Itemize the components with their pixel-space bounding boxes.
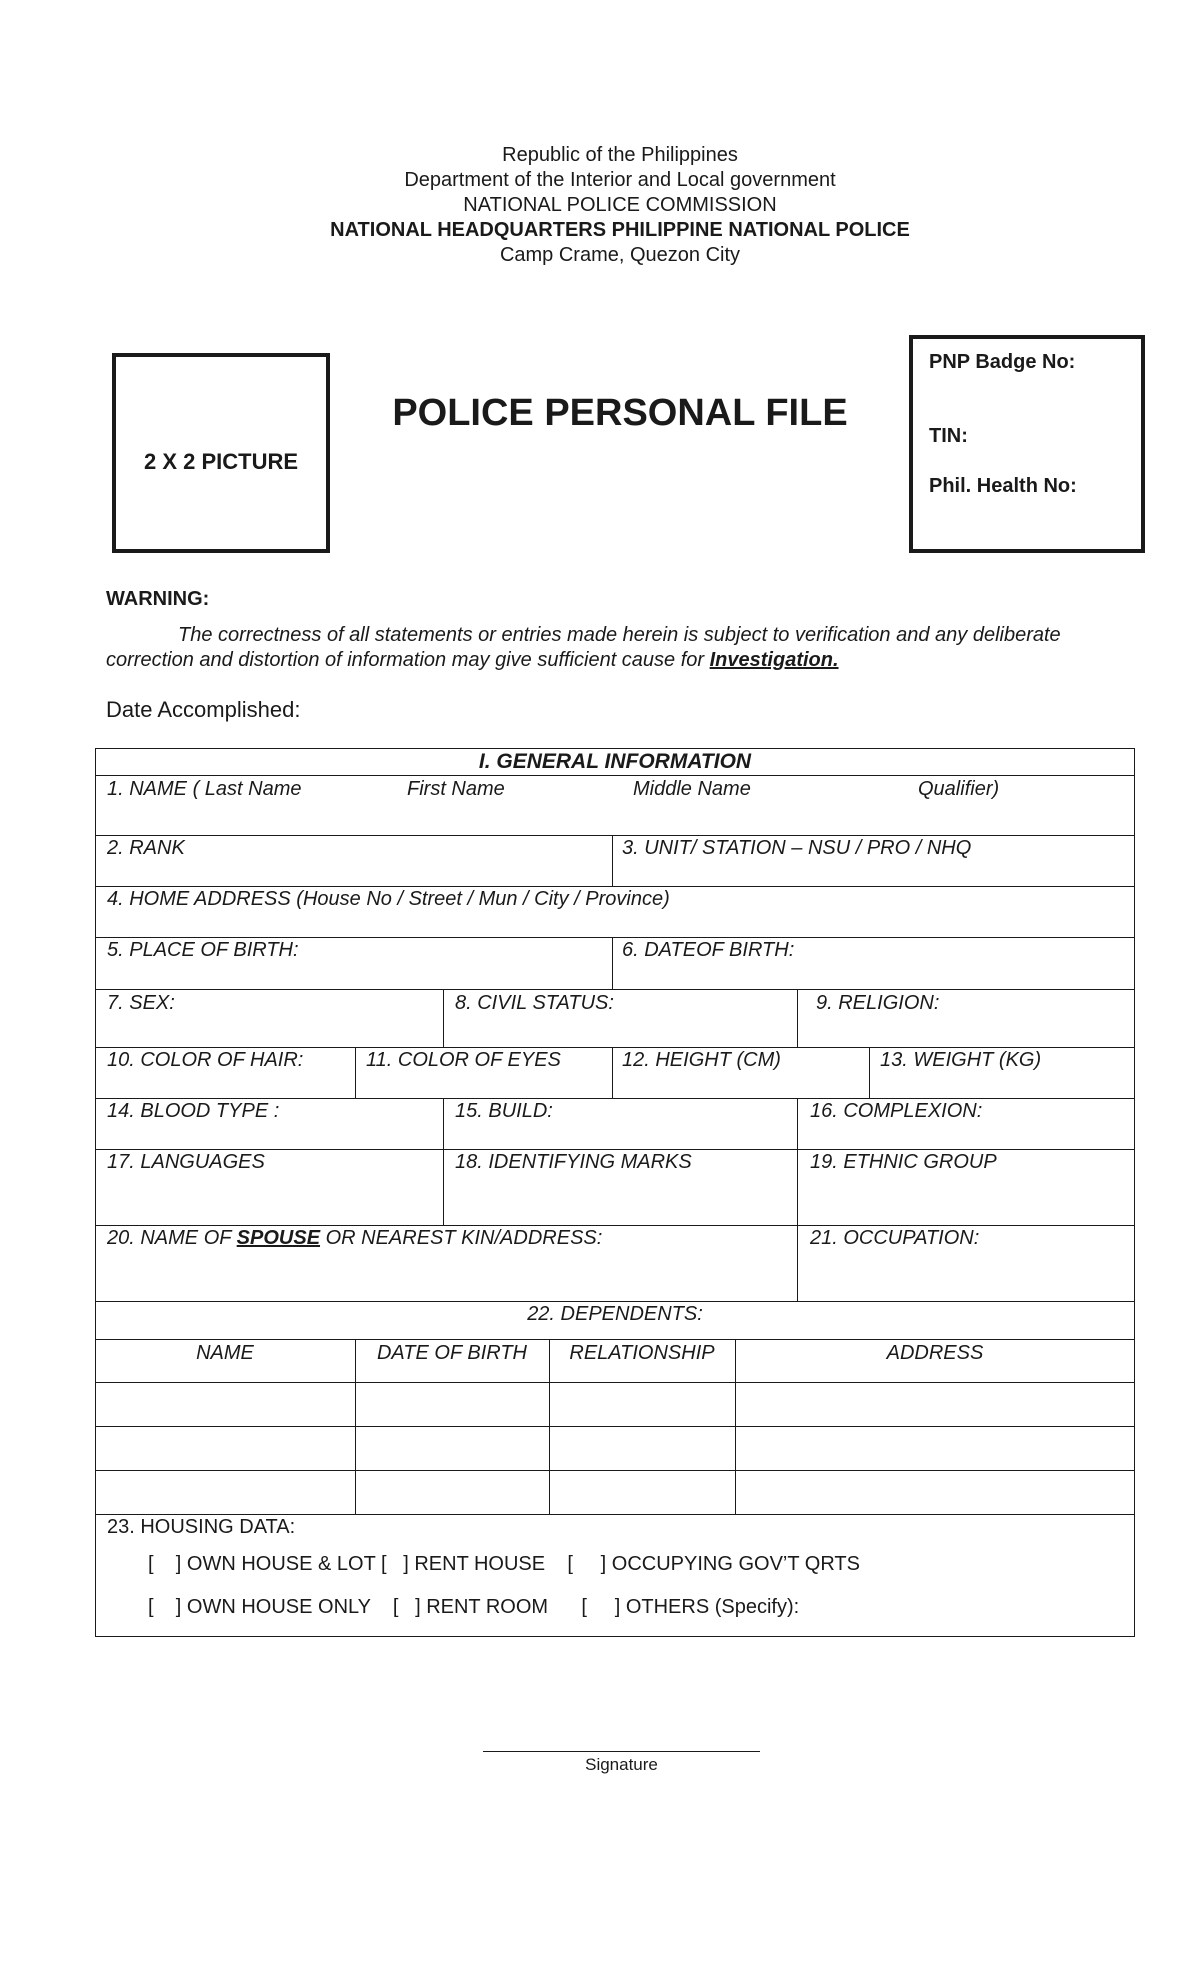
spouse-suffix: OR NEAREST KIN/ADDRESS: [320, 1227, 603, 1249]
field-weight[interactable]: 13. WEIGHT (KG) [880, 1049, 1042, 1071]
field-identifying-marks[interactable]: 18. IDENTIFYING MARKS [455, 1151, 692, 1173]
field-color-of-eyes[interactable]: 11. COLOR OF EYES [366, 1049, 561, 1071]
spouse-emphasis: SPOUSE [236, 1227, 321, 1249]
housing-options-row2[interactable]: [ ] OWN HOUSE ONLY [ ] RENT ROOM [ ] OTHERS (Specify): [148, 1596, 800, 1618]
field-qualifier-label: Qualifier) [918, 778, 1000, 800]
field-middle-name-label: Middle Name [633, 778, 751, 800]
section-title: I. GENERAL INFORMATION [478, 750, 752, 773]
header-nhq: NATIONAL HEADQUARTERS PHILIPPINE NATIONAL POLICE [330, 219, 910, 241]
warning-text-line2 [106, 649, 839, 672]
header-napolcom: NATIONAL POLICE COMMISSION [463, 194, 777, 216]
warning-heading: WARNING: [106, 588, 210, 610]
warning-text-part2: correction and distortion of information may give sufficient cause for [106, 649, 710, 671]
spouse-prefix: 20. NAME OF [107, 1227, 237, 1249]
tin-label: TIN: [929, 425, 968, 447]
field-build[interactable]: 15. BUILD: [455, 1100, 553, 1122]
photo-box-label: 2 X 2 PICTURE [143, 449, 299, 474]
field-sex[interactable]: 7. SEX: [107, 992, 175, 1014]
page-title: POLICE PERSONAL FILE [392, 392, 848, 434]
date-accomplished-label: Date Accomplished: [106, 697, 301, 722]
dependent-row[interactable] [97, 1472, 1133, 1513]
signature-label: Signature [585, 1755, 658, 1774]
badge-number-label: PNP Badge No: [929, 351, 1076, 373]
header-location: Camp Crame, Quezon City [499, 244, 741, 266]
field-color-of-hair[interactable]: 10. COLOR OF HAIR: [107, 1049, 304, 1071]
header-department: Department of the Interior and Local government [404, 169, 836, 191]
id-box [909, 335, 1145, 553]
header-republic: Republic of the Philippines [502, 144, 738, 166]
field-height[interactable]: 12. HEIGHT (CM) [622, 1049, 781, 1071]
philhealth-label: Phil. Health No: [929, 475, 1077, 497]
signature-line[interactable] [483, 1751, 760, 1752]
warning-text-line1: The correctness of all statements or entries made herein is subject to verification and any deliberate [178, 624, 1061, 646]
field-date-of-birth[interactable]: 6. DATEOF BIRTH: [622, 939, 795, 961]
dependent-row[interactable] [97, 1384, 1133, 1425]
field-complexion[interactable]: 16. COMPLEXION: [810, 1100, 983, 1122]
field-rank[interactable]: 2. RANK [107, 837, 185, 859]
dependents-col-address: ADDRESS [886, 1342, 984, 1364]
field-blood-type[interactable]: 14. BLOOD TYPE : [107, 1100, 280, 1122]
field-occupation[interactable]: 21. OCCUPATION: [810, 1227, 980, 1249]
field-name-label[interactable]: 1. NAME ( Last Name [107, 778, 302, 800]
housing-options-row1[interactable]: [ ] OWN HOUSE & LOT [ ] RENT HOUSE [ ] OCCUPYING GOV’T QRTS [148, 1553, 860, 1575]
field-civil-status[interactable]: 8. CIVIL STATUS: [455, 992, 614, 1014]
dependent-row[interactable] [97, 1428, 1133, 1469]
field-spouse-or-kin[interactable] [107, 1227, 602, 1250]
field-languages[interactable]: 17. LANGUAGES [107, 1151, 265, 1173]
warning-investigation: Investigation. [709, 649, 839, 671]
photo-box[interactable] [112, 353, 330, 553]
dependents-col-date-of-birth: DATE OF BIRTH [376, 1342, 528, 1364]
field-place-of-birth[interactable]: 5. PLACE OF BIRTH: [107, 939, 299, 961]
dependents-title: 22. DEPENDENTS: [527, 1303, 703, 1325]
field-ethnic-group[interactable]: 19. ETHNIC GROUP [810, 1151, 997, 1173]
field-religion[interactable]: 9. RELIGION: [816, 992, 940, 1014]
housing-title: 23. HOUSING DATA: [107, 1516, 296, 1538]
field-first-name-label: First Name [407, 778, 505, 800]
dependents-col-relationship: RELATIONSHIP [569, 1342, 715, 1364]
dependents-col-name: NAME [196, 1342, 254, 1364]
field-home-address[interactable]: 4. HOME ADDRESS (House No / Street / Mun / City / Province) [107, 888, 670, 910]
field-unit-station[interactable]: 3. UNIT/ STATION – NSU / PRO / NHQ [622, 837, 972, 859]
